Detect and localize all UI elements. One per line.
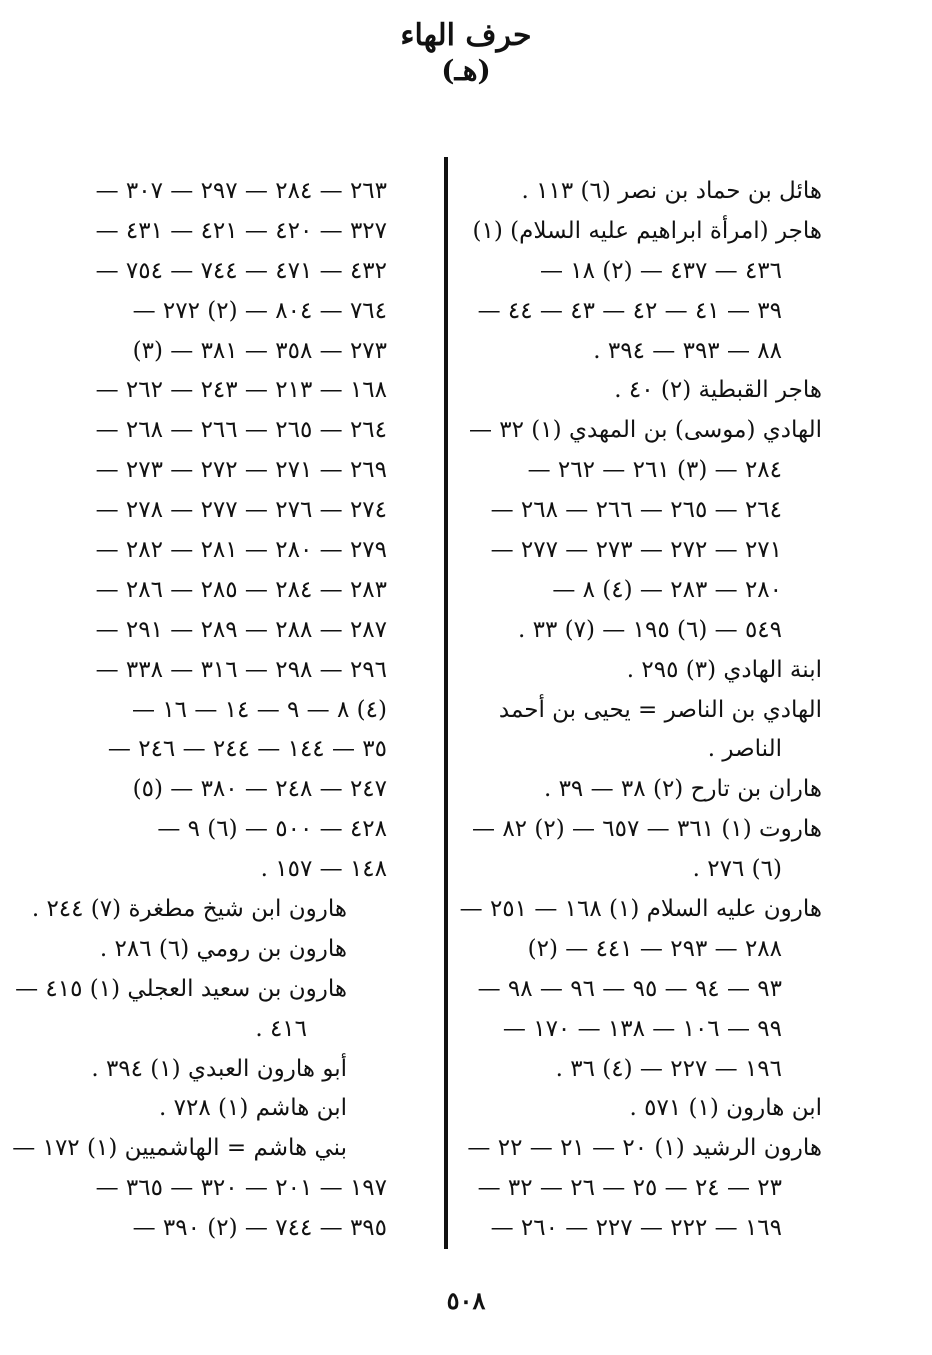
index-line: هائل بن حماد بن نصر (٦) ١١٣ . xyxy=(521,178,822,204)
index-line: ٢٨٠ — ٢٨٣ — (٤) ٨ — xyxy=(552,576,782,603)
section-letter: (هـ) xyxy=(441,54,491,87)
index-line: ٢٣ — ٢٤ — ٢٥ — ٢٦ — ٣٢ — xyxy=(477,1175,782,1202)
index-line: (٦) ٢٧٦ . xyxy=(692,856,782,883)
index-line: ٣٩٥ — ٧٤٤ — (٢) ٣٩٠ — xyxy=(132,1215,387,1242)
index-line: ٨٨ — ٣٩٣ — ٣٩٤ . xyxy=(593,337,782,364)
column-divider xyxy=(444,157,448,1249)
index-line: ٢٩٦ — ٢٩٨ — ٣١٦ — ٣٣٨ — xyxy=(95,656,387,683)
index-line: ٢٨٣ — ٢٨٤ — ٢٨٥ — ٢٨٦ — xyxy=(95,576,387,603)
index-line: ٢٧٩ — ٢٨٠ — ٢٨١ — ٢٨٢ — xyxy=(95,537,387,564)
index-line: ٢٤٧ — ٢٤٨ — ٣٨٠ — (٥) xyxy=(132,776,387,803)
index-line: ٣٥ — ١٤٤ — ٢٤٤ — ٢٤٦ — xyxy=(107,736,387,763)
index-line: ابن هارون (١) ٥٧١ . xyxy=(629,1095,822,1122)
page-number: ٥٠٨ xyxy=(446,1286,486,1315)
index-line: ٢٦٤ — ٢٦٥ — ٢٦٦ — ٢٦٨ — xyxy=(490,497,782,524)
index-line: ٢٨٧ — ٢٨٨ — ٢٨٩ — ٢٩١ — xyxy=(95,616,387,643)
index-line: الهادي (موسى) بن المهدي (١) ٣٢ — xyxy=(468,417,822,444)
index-line: ٢٨٨ — ٢٩٣ — ٤٤١ — (٢) xyxy=(527,935,782,962)
index-line: هاجر (امرأة ابراهيم عليه السلام) (١) xyxy=(472,217,822,244)
index-line: ٤٢٨ — ٥٠٠ — (٦) ٩ — xyxy=(157,816,387,843)
right-column xyxy=(459,172,822,1249)
index-line: ١٦٩ — ٢٢٢ — ٢٢٧ — ٢٦٠ — xyxy=(490,1215,782,1242)
index-line: ٤٣٢ — ٤٧١ — ٧٤٤ — ٧٥٤ — xyxy=(95,257,387,284)
index-line: ٢٧٣ — ٣٥٨ — ٣٨١ — (٣) xyxy=(132,337,387,364)
index-line: ٩٣ — ٩٤ — ٩٥ — ٩٦ — ٩٨ — xyxy=(477,975,782,1002)
index-line: هارون عليه السلام (١) ١٦٨ — ٢٥١ — xyxy=(459,896,822,923)
index-line: ٧٦٤ — ٨٠٤ — (٢) ٢٧٢ — xyxy=(132,297,387,324)
index-line: هارون بن رومي (٦) ٢٨٦ . xyxy=(99,935,347,962)
section-title: حرف الهاء xyxy=(400,18,532,53)
index-line: ابنة الهادي (٣) ٢٩٥ . xyxy=(626,656,822,683)
index-line: ٣٩ — ٤١ — ٤٢ — ٤٣ — ٤٤ — xyxy=(477,297,782,324)
index-line: ١٩٦ — ٢٢٧ — (٤) ٣٦ . xyxy=(555,1055,782,1082)
index-line: ٤٣٦ — ٤٣٧ — (٢) ١٨ — xyxy=(539,257,782,284)
index-line: ١٦٨ — ٢١٣ — ٢٤٣ — ٢٦٢ — xyxy=(95,377,387,404)
index-line: هاران بن تارح (٢) ٣٨ — ٣٩ . xyxy=(543,776,822,803)
index-line: ابن هاشم (١) ٧٢٨ . xyxy=(159,1095,347,1122)
index-line: ٩٩ — ١٠٦ — ١٣٨ — ١٧٠ — xyxy=(502,1015,782,1042)
index-line: هاجر القبطية (٢) ٤٠ . xyxy=(614,377,822,404)
index-line: ٤١٦ . xyxy=(255,1015,307,1042)
index-line: هاروت (١) ٣٦١ — ٦٥٧ — (٢) ٨٢ — xyxy=(472,816,822,843)
index-line: أبو هارون العبدي (١) ٣٩٤ . xyxy=(91,1055,347,1082)
left-column xyxy=(0,172,387,1249)
index-line: ٣٢٧ — ٤٢٠ — ٤٢١ — ٤٣١ — xyxy=(95,217,387,244)
index-line: ٢٧١ — ٢٧٢ — ٢٧٣ — ٢٧٧ — xyxy=(490,537,782,564)
index-line: ١٤٨ — ١٥٧ . xyxy=(260,856,387,883)
index-line: ١٩٧ — ٢٠١ — ٣٢٠ — ٣٦٥ — xyxy=(95,1175,387,1202)
page-header xyxy=(0,18,932,88)
index-line: هارون بن سعيد العجلي (١) ٤١٥ — xyxy=(15,975,347,1002)
index-line: ٥٤٩ — (٦) ١٩٥ — (٧) ٣٣ . xyxy=(518,616,782,643)
index-line: (٤) ٨ — ٩ — ١٤ — ١٦ — xyxy=(132,696,387,723)
index-line: الهادي بن الناصر = يحيى بن أحمد xyxy=(498,696,822,723)
index-line: ٢٧٤ — ٢٧٦ — ٢٧٧ — ٢٧٨ — xyxy=(95,497,387,524)
index-line: ٢٨٤ — (٣) ٢٦١ — ٢٦٢ — xyxy=(527,457,782,484)
index-line: ٢٦٩ — ٢٧١ — ٢٧٢ — ٢٧٣ — xyxy=(95,457,387,484)
index-line: هارون ابن شيخ مطغرة (٧) ٢٤٤ . xyxy=(31,896,347,923)
index-line: ٢٦٤ — ٢٦٥ — ٢٦٦ — ٢٦٨ — xyxy=(95,417,387,444)
index-line: الناصر . xyxy=(707,736,782,763)
index-line: بني هاشم = الهاشميين (١) ١٧٢ — xyxy=(12,1135,347,1162)
index-line: هارون الرشيد (١) ٢٠ — ٢١ — ٢٢ — xyxy=(467,1135,822,1162)
index-line: ٢٦٣ — ٢٨٤ — ٢٩٧ — ٣٠٧ — xyxy=(95,178,387,204)
